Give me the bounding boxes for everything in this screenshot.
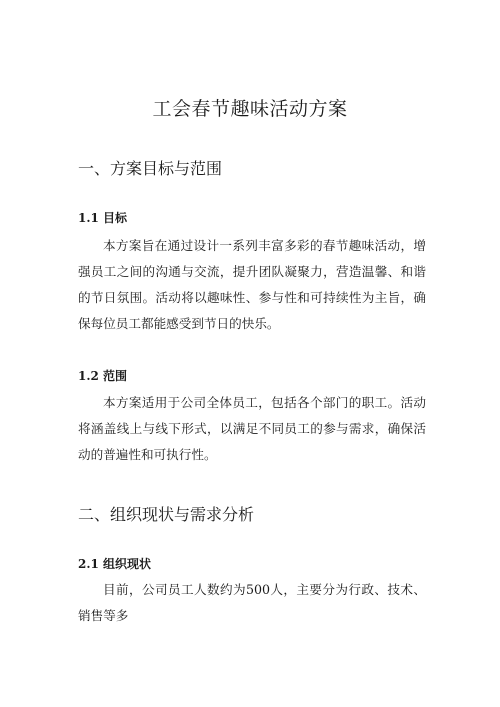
paragraph-scope: 本方案适用于公司全体员工，包括各个部门的职工。活动将涵盖线上与线下形式，以满足不同员工的参与需求，确保活动的普遍性和可执行性。 [78,395,426,462]
paragraph-goals: 本方案旨在通过设计一系列丰富多彩的春节趣味活动，增强员工之间的沟通与交流，提升团队凝聚力，营造温馨、和谐的节日氛围。活动将以趣味性、参与性和可持续性为主旨，确保每位员工都能感受到节日的快乐。 [78,238,426,331]
document-title: 工会春节趣味活动方案 [152,98,348,120]
subsection-heading-status: 2.1 组织现状 [78,557,152,571]
section-heading-goals-scope: 一、方案目标与范围 [78,159,223,178]
subsection-heading-goals: 1.1 目标 [78,211,128,225]
paragraph-status: 目前，公司员工人数约为500人，主要分为行政、技术、销售等多 [78,582,426,623]
section-heading-status-needs: 二、组织现状与需求分析 [78,505,255,524]
subsection-heading-scope: 1.2 范围 [78,369,128,383]
